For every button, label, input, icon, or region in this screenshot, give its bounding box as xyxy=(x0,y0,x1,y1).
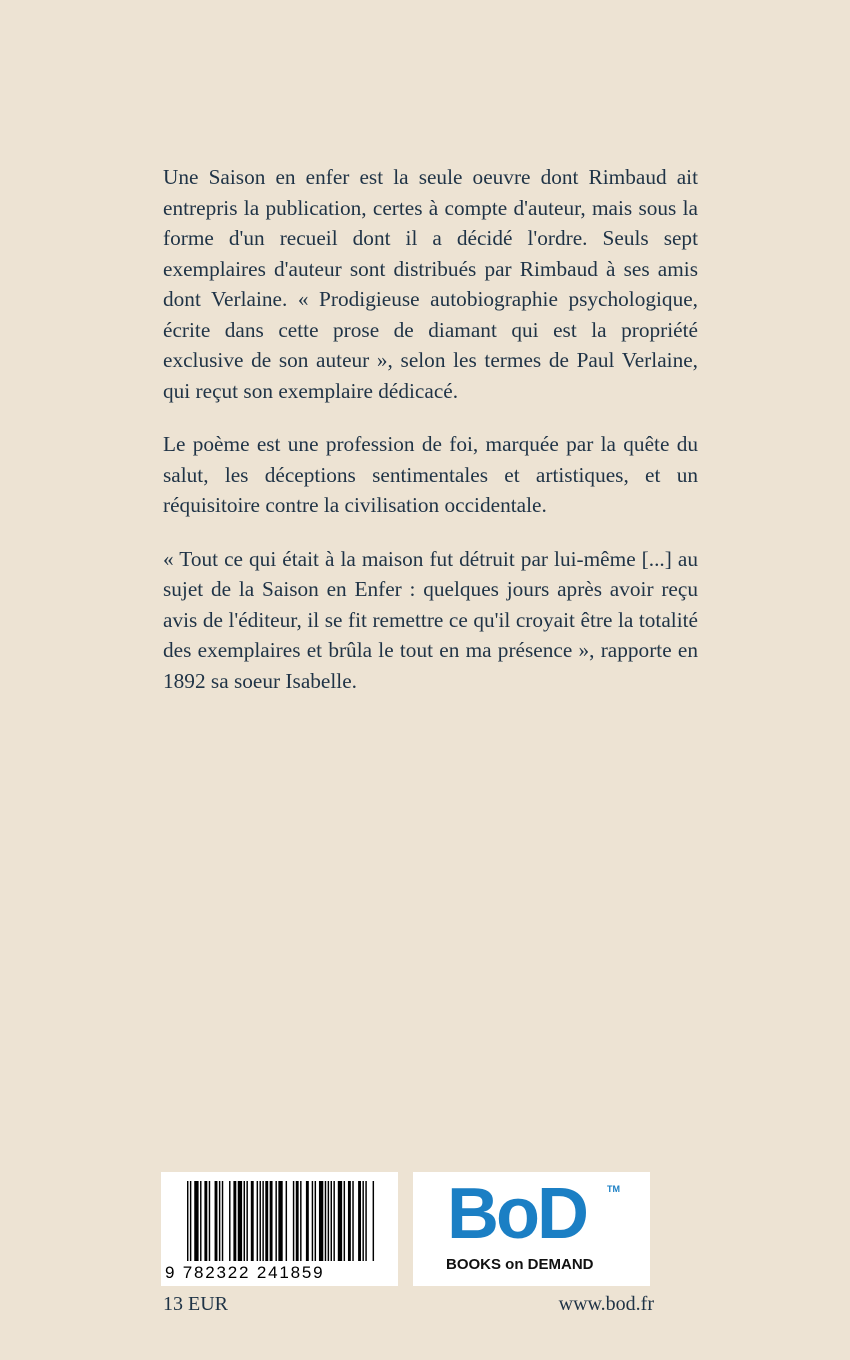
barcode-bar xyxy=(222,1181,223,1261)
publisher-logo xyxy=(413,1172,650,1286)
barcode-bar xyxy=(233,1181,236,1261)
blurb-paragraph-3: « Tout ce qui était à la maison fut détruit par lui-même [...] au sujet de la Saison en Enfer : quelques jours après avoir reçu avis de l'éditeur, il se fit remettre ce qu'il croyait être la totalité des exemplaires et brûla le tout en ma présence », rapporte en 1892 sa soeur Isabelle. xyxy=(163,546,698,693)
barcode-bar xyxy=(200,1181,201,1261)
barcode-bar xyxy=(365,1181,366,1261)
blurb-paragraph-1: Une Saison en enfer est la seule oeuvre dont Rimbaud ait entrepris la publication, certes à compte d'auteur, mais sous la forme d'un recueil dont il a décidé l'ordre. Seuls sept exemplaires d'auteur sont distribués par Rimbaud à ses amis dont Verlaine. « Prodigieuse autobiographie psychologique, écrite dans cette prose de diamant qui est la propriété exclusive de son auteur », selon les termes de Paul Verlaine, qui reçut son exemplaire dédicacé. xyxy=(163,165,698,403)
barcode-bar xyxy=(306,1181,309,1261)
barcode-bars xyxy=(187,1181,377,1261)
barcode-bar xyxy=(187,1181,188,1261)
barcode-bar xyxy=(278,1181,282,1261)
barcode-bar xyxy=(215,1181,218,1261)
barcode-bar xyxy=(312,1181,313,1261)
blurb-paragraph-2: Le poème est une profession de foi, marquée par la quête du salut, les déceptions sentimentales et artistiques, et un réquisitoire contre la civilisation occidentale. xyxy=(163,432,698,517)
barcode-bar xyxy=(219,1181,220,1261)
barcode-bar xyxy=(348,1181,351,1261)
price-label: 13 EUR xyxy=(163,1293,228,1315)
barcode-bar xyxy=(260,1181,261,1261)
barcode-bar xyxy=(257,1181,258,1261)
barcode-bar xyxy=(333,1181,334,1261)
barcode-bar xyxy=(331,1181,332,1261)
barcode-bar xyxy=(190,1181,191,1261)
barcode-bar xyxy=(315,1181,316,1261)
barcode-bar xyxy=(209,1181,210,1261)
barcode-bar xyxy=(275,1181,276,1261)
publisher-tagline: BOOKS on DEMAND xyxy=(446,1256,594,1273)
barcode-bar xyxy=(286,1181,287,1261)
barcode-bar xyxy=(251,1181,254,1261)
barcode-bar xyxy=(246,1181,247,1261)
barcode-bar xyxy=(344,1181,345,1261)
barcode-bar xyxy=(229,1181,230,1261)
barcode-bar xyxy=(362,1181,363,1261)
barcode-bar xyxy=(319,1181,323,1261)
barcode-bar xyxy=(352,1181,353,1261)
bod-logo-mark: BoD xyxy=(447,1174,586,1254)
barcode-bar xyxy=(238,1181,242,1261)
barcode-bar xyxy=(270,1181,273,1261)
trademark-symbol: TM xyxy=(607,1184,620,1194)
barcode-bar xyxy=(325,1181,326,1261)
barcode-bar xyxy=(338,1181,342,1261)
barcode-bar xyxy=(265,1181,268,1261)
isbn-barcode xyxy=(161,1172,398,1286)
back-cover-blurb xyxy=(163,162,698,719)
barcode-bar xyxy=(244,1181,245,1261)
barcode-bar xyxy=(328,1181,329,1261)
barcode-bar xyxy=(194,1181,198,1261)
barcode-bar xyxy=(262,1181,263,1261)
isbn-number: 9 782322 241859 xyxy=(165,1263,325,1282)
publisher-website: www.bod.fr xyxy=(558,1293,654,1315)
barcode-bar xyxy=(358,1181,361,1261)
barcode-bar xyxy=(293,1181,294,1261)
barcode-bar xyxy=(296,1181,299,1261)
barcode-bar xyxy=(204,1181,207,1261)
barcode-bar xyxy=(373,1181,374,1261)
barcode-bar xyxy=(300,1181,301,1261)
